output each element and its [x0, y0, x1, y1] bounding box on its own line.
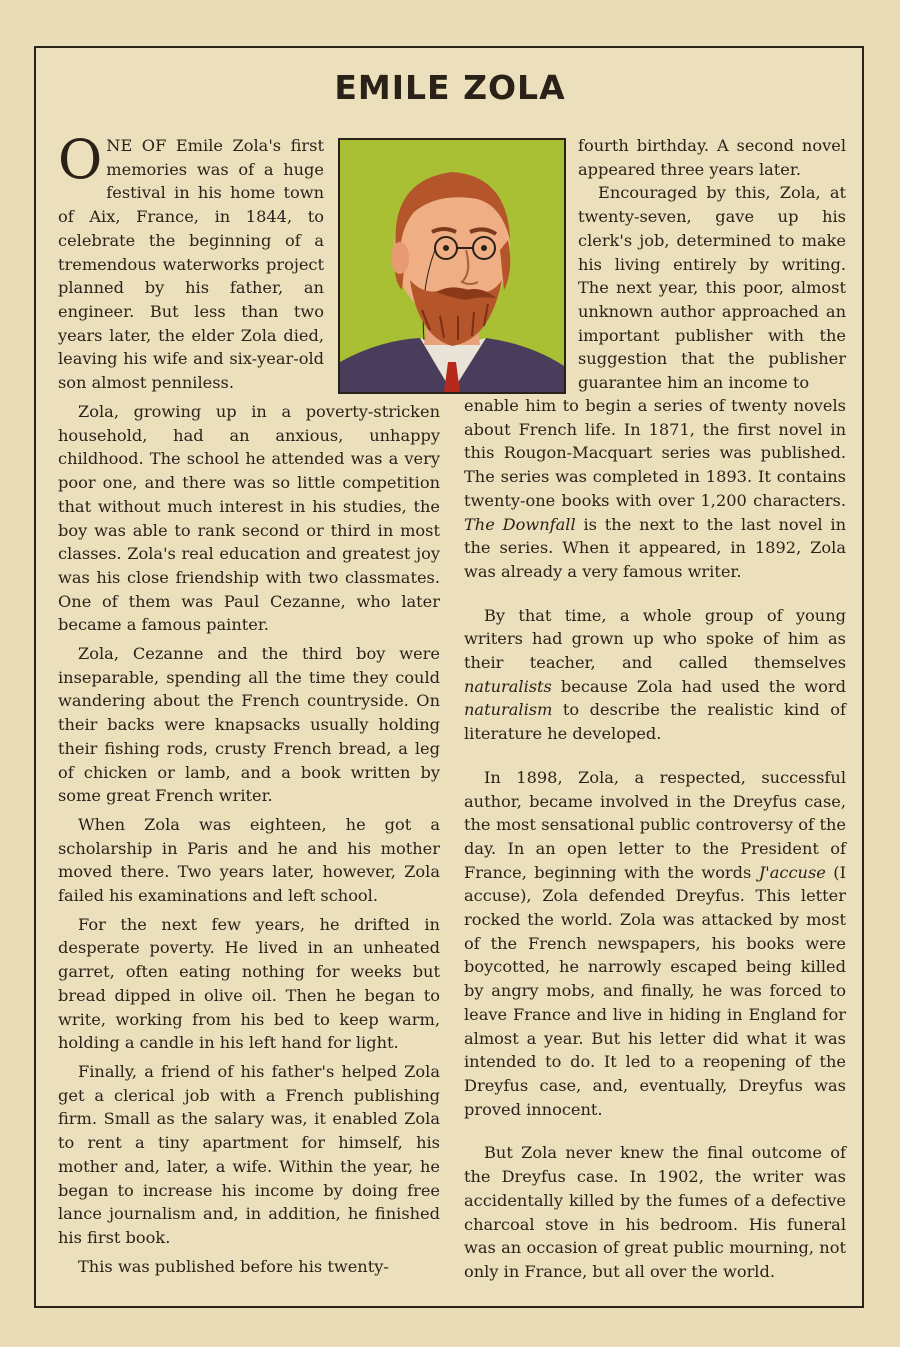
left-paragraph-5: Finally, a friend of his father's helped Zola get a clerical job with a French publishing firm. Small as the salary was, it enabled Zola to rent a tiny apartment for himself, his mother and, later, a wife. Within the year, he began to increase his income by doing free lance journalism and, in addition, he finished his first book.	[58, 1061, 440, 1247]
left-paragraph-3: When Zola was eighteen, he got a scholarship in Paris and he and his mother moved there. Two years later, however, Zola failed his examinations and left school.	[58, 814, 440, 906]
right-paragraph-2: Encouraged by this, Zola, at twenty-seven, gave up his clerk's job, determined to make his living entirely by writing. The next year, this poor, almost unknown author approached an important publisher with the suggestion that the publisher guarantee him an income to	[578, 183, 846, 393]
p4-mid: because Zola had used the word	[560, 676, 846, 696]
right-paragraph-1: fourth birthday. A second novel appeared three years later.	[578, 136, 846, 179]
lead-caps: NE OF	[106, 136, 167, 155]
left-column	[58, 400, 440, 1278]
p5-end: (I accuse), Zola defended Dreyfus. This letter rocked the world. Zola was attacked by most of the French newspapers, his books were boycotted, he narrowly escaped being killed by angry mobs, and finally, he was forced to leave France and live in hiding in England for almost a year. But his letter did what it was intended to do. It led to a reopening of the Dreyfus case, and, eventually, Dreyfus was proved innocent.	[464, 862, 846, 1119]
right-paragraph-5	[464, 766, 846, 1122]
intro-block	[58, 128, 324, 395]
portrait-image	[338, 138, 566, 394]
right-top-column	[578, 134, 846, 395]
the-downfall-title: The Downfall	[464, 514, 576, 534]
p3-start: enable him to begin a series of twenty novels about French life. In 1871, the first novel in this Rougon-Macquart series was published. The series was completed in 1893. It contains twenty-one books with over 1,200 characters.	[464, 396, 846, 510]
left-paragraph-4: For the next few years, he drifted in desperate poverty. He lived in an unheated garret, often eating nothing for weeks but bread dipped in olive oil. Then he began to write, working from his bed to keep warm, holding a candle in his left hand for light.	[58, 914, 440, 1053]
intro-text: Emile Zola's first memories was of a huge festival in his home town of Aix, France, in 1844, to celebrate the beginning of a tremendous waterworks project planned by his father, an engineer. But less than two years later, the elder Zola died, leaving his wife and six-year-old son almost penniless.	[58, 136, 324, 393]
page-title: EMILE ZOLA	[334, 68, 566, 107]
left-paragraph-2: Zola, Cezanne and the third boy were inseparable, spending all the time they could wandering about the French countryside. On their backs were knapsacks usually holding their fishing rods, crusty French bread, a leg of chicken or lamb, and a book written by some great French writer.	[58, 644, 440, 806]
left-paragraph-1: Zola, growing up in a poverty-stricken household, had an anxious, unhappy childhood. The school he attended was a very poor one, and there was so little competition that without much interest in his studies, the boy was able to rank second or third in most classes. Zola's real education and greatest joy was his close friendship with two classmates. One of them was Paul Cezanne, who later became a famous painter.	[58, 402, 440, 635]
intro-paragraph	[58, 128, 324, 395]
right-paragraph-3	[464, 394, 846, 584]
right-paragraph-4	[464, 604, 846, 746]
jaccuse-word: J'accuse	[758, 862, 826, 882]
portrait-icon	[340, 140, 564, 392]
naturalism-word: naturalism	[464, 700, 553, 720]
drop-cap: O	[58, 128, 103, 191]
p4-end: to describe the realistic kind of literature he developed.	[464, 700, 846, 744]
right-paragraph-6: But Zola never knew the final outcome of the Dreyfus case. In 1902, the writer was accidentally killed by the fumes of a defective charcoal stove in his bedroom. His funeral was an occasion of great public mourning, not only in France, but all over the world.	[464, 1143, 846, 1281]
p5-start: In 1898, Zola, a respected, successful author, became involved in the Dreyfus case, the most sensational public controversy of the day. In an open letter to the President of France, beginning with the words	[464, 767, 846, 882]
p3-end: is the next to the last novel in the series. When it appeared, in 1892, Zola was already a very famous writer.	[464, 514, 847, 581]
right-column	[464, 394, 846, 1284]
left-paragraph-6: This was published before his twenty-	[78, 1256, 389, 1276]
naturalists-word: naturalists	[464, 676, 552, 696]
p4-start: By that time, a whole group of young writers had grown up who spoke of him as their teacher, and called themselves	[464, 605, 846, 673]
